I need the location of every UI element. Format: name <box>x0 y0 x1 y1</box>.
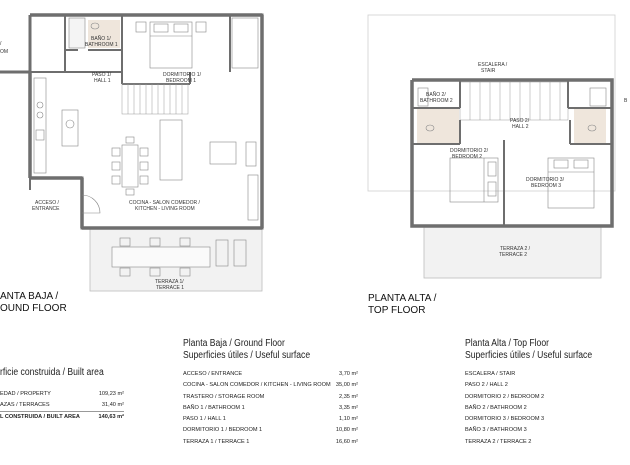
row-label: DORMITORIO 1 / BEDROOM 1 <box>183 427 263 434</box>
table-row <box>465 392 630 403</box>
top-stair-icon <box>460 82 568 120</box>
ground-floor-plan <box>0 15 262 291</box>
roof-outline <box>368 15 615 191</box>
built-area-total-value: 140,63 m² <box>98 414 124 421</box>
row-value: 16,60 m² <box>335 438 358 445</box>
ground-stair-icon <box>122 84 188 114</box>
label-hall2-line1: PASO 2/ <box>510 118 530 124</box>
row-label: BAÑO 2 / BATHROOM 2 <box>465 404 527 411</box>
label-bedroom2-line1: DORMITORIO 2/ <box>450 148 488 154</box>
built-area-row-value: 31,40 m² <box>101 401 124 408</box>
row-label: DORMITORIO 3 / BEDROOM 3 <box>465 416 545 423</box>
row-label: BAÑO 1 / BATHROOM 1 <box>183 404 245 411</box>
label-terrace2-line1: TERRAZA 2 / <box>500 246 531 252</box>
label-terrace2-line2: TERRACE 2 <box>499 252 528 258</box>
label-bedroom3-line2: BEDROOM 3 <box>531 183 562 189</box>
row-value: 2,35 m² <box>339 393 358 400</box>
table-row <box>465 369 630 380</box>
row-value: 3,70 m² <box>339 371 358 377</box>
top-surface-table <box>465 338 630 448</box>
top-floor-title-line2: TOP FLOOR <box>368 305 426 316</box>
row-value: 1,10 m² <box>339 416 358 423</box>
built-area-table <box>0 367 124 423</box>
table-row <box>465 425 630 436</box>
label-storage-line1: / <box>0 41 2 47</box>
entrance-door-icon <box>82 195 100 213</box>
row-label: COCINA - SALON COMEDOR / KITCHEN - LIVING ROOM <box>183 382 331 389</box>
ground-floor-title <box>0 291 67 315</box>
label-entrance-line2: ENTRANCE <box>32 206 60 212</box>
label-hall2-line2: HALL 2 <box>512 124 529 130</box>
label-storage-line2: OM <box>0 49 9 55</box>
row-label: PASO 1 / HALL 1 <box>183 416 226 423</box>
ground-table-heading1: Planta Baja / Ground Floor <box>183 338 285 349</box>
table-row <box>183 425 358 436</box>
table-row <box>465 403 630 414</box>
top-floor-plan <box>368 15 628 278</box>
row-label: PASO 2 / HALL 2 <box>465 382 508 389</box>
label-entrance-line1: ACCESO / <box>35 200 59 206</box>
kitchen-counter-icon <box>34 78 78 173</box>
top-table-heading1: Planta Alta / Top Floor <box>465 338 549 349</box>
label-bedroom1-line2: BEDROOM 1 <box>166 78 197 84</box>
label-bedroom2-line2: BEDROOM 2 <box>452 154 483 160</box>
top-table-heading2: Superficies útiles / Useful surface <box>465 349 593 361</box>
bathroom-3-floor <box>574 108 606 144</box>
row-label: TRASTERO / STORAGE ROOM <box>183 393 265 400</box>
bedroom-2-bed-icon <box>450 158 498 202</box>
built-area-heading: rficie construida / Built area <box>0 367 104 378</box>
label-bath2-line2: BATHROOM 2 <box>420 98 453 104</box>
label-living-line2: KITCHEN - LIVING ROOM <box>135 206 195 212</box>
ground-table-heading2: Superficies útiles / Useful surface <box>183 349 311 361</box>
label-bath3-partial: B <box>624 98 628 104</box>
row-label: BAÑO 3 / BATHROOM 3 <box>465 427 527 434</box>
table-row <box>183 380 358 391</box>
label-bedroom1-line1: DORMITORIO 1/ <box>163 72 201 78</box>
row-value: 10,80 m² <box>335 427 358 434</box>
label-stair-line1: ESCALERA / <box>478 62 508 68</box>
built-area-row-label: EDAD / PROPERTY <box>0 390 51 397</box>
built-area-row <box>0 389 124 400</box>
table-row <box>465 414 630 425</box>
top-floor-title <box>368 293 436 317</box>
ground-floor-title-line1: ANTA BAJA / <box>0 291 59 302</box>
table-row <box>183 437 358 448</box>
built-area-row-value: 109,23 m² <box>98 390 124 397</box>
label-bath2-line1: BAÑO 2/ <box>426 92 446 98</box>
bathroom-2-floor <box>417 108 459 144</box>
table-row <box>183 403 358 414</box>
label-bedroom3-line1: DORMITORIO 3/ <box>526 177 564 183</box>
label-stair-line2: STAIR <box>481 68 496 74</box>
built-area-total-label: L CONSTRUIDA / BUILT AREA <box>0 414 80 421</box>
label-living-line1: COCINA - SALON COMEDOR / <box>129 200 200 206</box>
row-label: ESCALERA / STAIR <box>465 371 516 377</box>
row-label: ACCESO / ENTRANCE <box>183 371 243 377</box>
label-bath1-line2: BATHROOM 1 <box>85 42 118 48</box>
built-area-row-label: AZAS / TERRACES <box>0 401 50 408</box>
table-row <box>183 369 358 380</box>
label-terrace1-line2: TERRACE 1 <box>156 285 185 291</box>
row-label: TERRAZA 2 / TERRACE 2 <box>465 438 532 445</box>
row-label: DORMITORIO 2 / BEDROOM 2 <box>465 393 545 400</box>
ground-inner-walls <box>30 15 230 190</box>
bedroom-1-bed-icon <box>136 18 258 68</box>
label-terrace1-line1: TERRAZA 1/ <box>155 279 184 285</box>
ground-floor-title-line2: OUND FLOOR <box>0 303 67 314</box>
row-value: 35,00 m² <box>335 382 358 389</box>
built-area-total-row <box>0 411 124 423</box>
dining-table-icon <box>112 137 148 195</box>
label-hall1-line2: HALL 1 <box>94 78 111 84</box>
built-area-row <box>0 400 124 411</box>
row-label: TERRAZA 1 / TERRACE 1 <box>183 438 250 445</box>
label-hall1-line1: PASO 1/ <box>92 72 112 78</box>
table-row <box>465 437 630 448</box>
table-row <box>183 392 358 403</box>
ground-surface-table <box>183 338 358 448</box>
label-bath1-line1: BAÑO 1/ <box>91 36 111 42</box>
table-row <box>465 380 630 391</box>
table-row <box>183 414 358 425</box>
row-value: 3,35 m² <box>339 404 358 411</box>
top-floor-title-line1: PLANTA ALTA / <box>368 293 437 304</box>
ground-walls <box>0 15 262 228</box>
